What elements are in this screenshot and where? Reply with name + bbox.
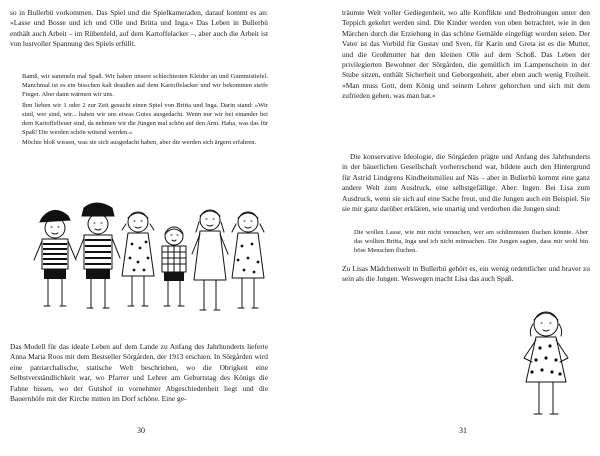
child-figure-2 <box>76 203 120 308</box>
page-number-right: 31 <box>459 426 467 435</box>
page-number-left: 30 <box>137 426 145 435</box>
left-block-quote <box>22 72 268 148</box>
left-paragraph-bottom: Das Modell für das ideale Leben auf dem Lande zu Anfang des Jahrhunderts lieferte Anna Maria Roos mit dem Bestseller Sörgården, der 1913 erschien. In Sörgården wird eine patriarchalische, statische Welt beschrieben, wo die Obrigkeit eine Selbstverständlichkeit war, wo Pfarrer und Lehrer am Geburtstag des Königs die Fahne hissen, wo der Gutshof in vornehmer Abgeschiedenheit liegt und die Bauernhöfe mit der Kirche mitten im Dorf schöne. Eine ge- <box>10 342 268 404</box>
quote-paragraph-3: Möchte bloß wissen, was sie sich ausgedacht haben, aber die werden sich ärgern erfahren. <box>22 139 257 147</box>
child-figure-5 <box>192 210 228 310</box>
girl-illustration <box>512 306 582 424</box>
left-paragraph-top: so in Bullerbü vorkommen. Das Spiel und die Spielkameraden, darauf kommt es an: »Lasse und Bosse und ich und Olle und Britta und Inga.« Das Leben in Bullerbü enthält auch Arbeit – im Rübenfeld, auf dem Kartoffelacker –, aber auch die Arbeit ist von lustvoller Spannung des Spiels erfüllt. <box>10 8 268 49</box>
right-block-quote: Die wollen Lasse, wie mir nicht versuchen, wer am schlimmsten fluchen könnte. Aber das wollten Britta, Inga und ich nicht mitmachen. Die Jungen sagten, dass mir wohl bin böse Menschen fluchen. <box>354 229 588 255</box>
right-paragraph-middle: Die konservative Ideologie, die Sörgården prägte und Anfang des Jahrhunderts in der bäuerlichen Gesellschaft vorherrschend war, bildete auch den Hintergrund für Astrid Lindgrens Kindheitsmilieu auf Näs – aber in Bullerbü kommt eine ganz andere Welt zum Ausdruck, eine selbstgefällige. Aber: Ingen. Bei Lisa zum Ausdruck, wenn sie sich auf eine Sache freut, und die Jungen auch ein Beispiel. Sie sie mir ganz darüber erklären, wie unartig und verdorben die Jungen sind: <box>342 152 590 214</box>
child-figure-1 <box>34 210 76 306</box>
child-figure-6 <box>232 212 264 308</box>
right-page <box>300 0 600 456</box>
child-figure-4 <box>162 227 186 306</box>
child-figure-3 <box>122 212 154 306</box>
right-paragraph-bottom: Zu Lisas Mädchenwelt in Bullerbü gehört es, ein wenig ordentlicher und braver zu sein als die Jungen. Weswegen macht Lisa das auch Spaß. <box>342 264 590 284</box>
quote-paragraph-1: Bamß, wir sammeln mal Spaß. Wir haben unsere schlechtesten Kleider an und Gummistiefel. Manchmal ist es ein bisschen kalt draußen auf dem Kartoffelacker und wir bekommen steife Finger. Aber dann wärmen wir uns. <box>22 73 268 99</box>
quote-paragraph-2: Ihm lieben wir 1 oder 2 zur Zeit gesucht einen Spiel von Britta und Inga. Darin stand: »Wir sind, wer sind, wir... haben wir uns etwas Gutes ausgedacht. Wenn nur wir bei einander bei dem Kartoffelfeuer sind, da nehmen wir die Jungen mal schön auf den Arm. Haha, was das für Spaß! Die werden schön wütend werden.« <box>22 101 268 137</box>
children-illustration <box>20 196 270 326</box>
right-paragraph-top: träumte Welt voller Gediegenheit, wo alle Konflikte und Bedrohungen unter den Teppich gekehrt werden sind. Die Kinder werden von oben betrachtet, wie in den Märchen durch die Erziehung in das schöne Gemälde eingefügt worden seien. Der Vater ist das Vorbild für Gustav und Sven, für Karin und Greta ist es die Mutter, und die Großmutter hat den kleinen Olle auf dem Schoß. Das Leben der privilegierten Bewohner der Sörgården, die gemütlich im Lampenschein in der Stube sitzen, enthält Sicherheit und Geborgenheit, aber eben auch wenig Freiheit. »Man muss Gott, dem König und seinem Lehrer gehorchen und sich mit dem zufrieden geben, was man hat.« <box>342 8 590 101</box>
